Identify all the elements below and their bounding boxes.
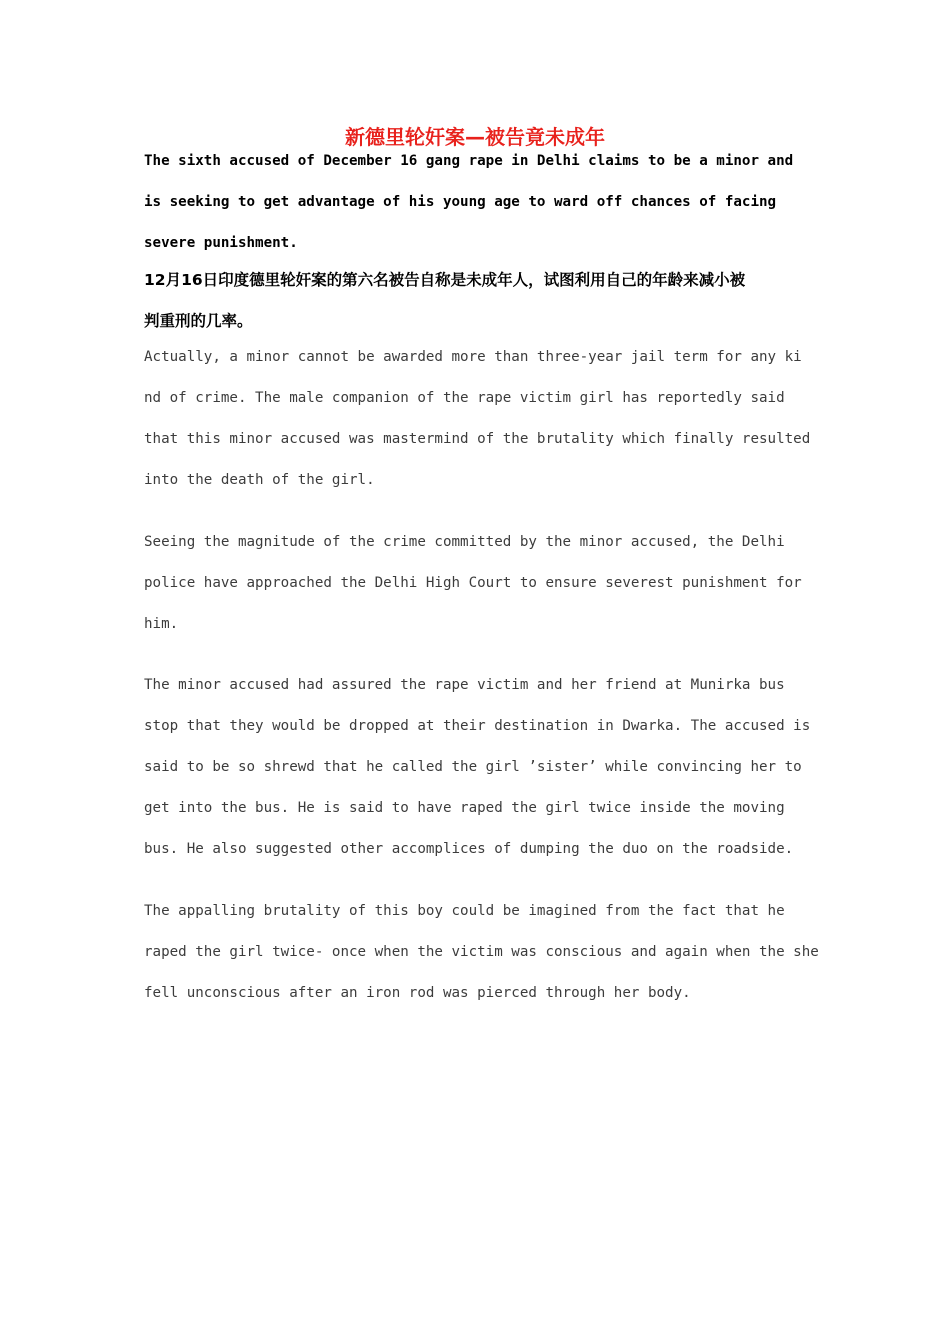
text-line: bus. He also suggested other accomplices of dumping the duo on the roadside. [144,841,794,857]
document-title: 新德里轮奸案—被告竟未成年 [345,125,605,149]
text-line: raped the girl twice- once when the victim was conscious and again when the she [144,944,819,960]
body-paragraph-2 [144,522,816,645]
text-line: is seeking to get advantage of his young age to ward off chances of facing [144,194,777,210]
lead-paragraph-english [144,141,816,264]
text-line: nd of crime. The male companion of the rape victim girl has reportedly said [144,390,785,406]
text-line: fell unconscious after an iron rod was pierced through her body. [144,985,691,1001]
text-line: said to be so shrewd that he called the girl ’sister’ while convincing her to [144,759,802,775]
text-line: Seeing the magnitude of the crime committed by the minor accused, the Delhi [144,534,785,550]
text-line: The appalling brutality of this boy could be imagined from the fact that he [144,903,785,919]
text-line: police have approached the Delhi High Court to ensure severest punishment for [144,575,802,591]
text-line: that this minor accused was mastermind of the brutality which finally resulted [144,431,811,447]
text-line: get into the bus. He is said to have raped the girl twice inside the moving [144,800,785,816]
text-line: him. [144,616,179,632]
text-line: into the death of the girl. [144,472,375,488]
text-line: severe punishment. [144,235,298,251]
text-line: The sixth accused of December 16 gang rape in Delhi claims to be a minor and [144,153,794,169]
body-paragraph-3 [144,665,816,870]
text-line: 12月16日印度德里轮奸案的第六名被告自称是未成年人，试图利用自己的年龄来减小被 [144,271,746,289]
text-line: Actually, a minor cannot be awarded more than three-year jail term for any ki [144,349,802,365]
text-line: 判重刑的几率。 [144,312,253,330]
text-line: The minor accused had assured the rape victim and her friend at Munirka bus [144,677,785,693]
text-line: stop that they would be dropped at their destination in Dwarka. The accused is [144,718,811,734]
lead-paragraph-chinese [144,260,816,342]
body-paragraph-4 [144,891,819,1014]
body-paragraph-1 [144,337,816,501]
